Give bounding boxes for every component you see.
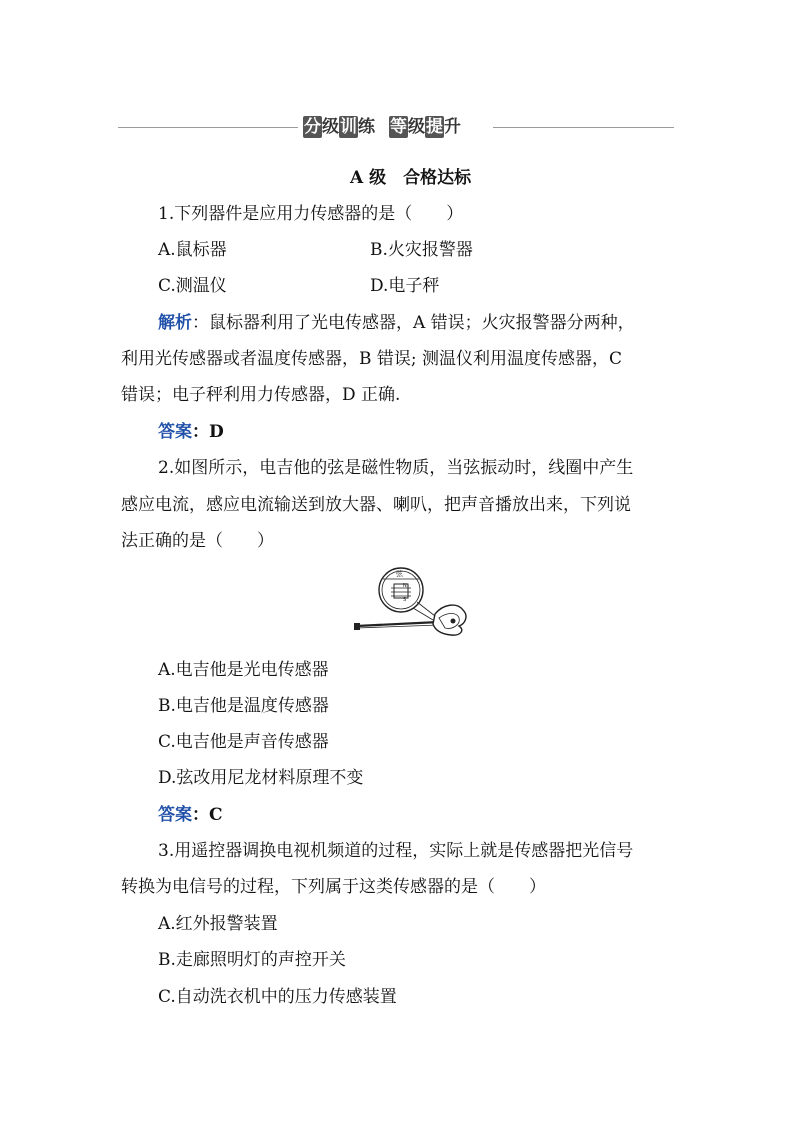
q1-analysis-line-1 [158,313,635,333]
q2-stem-line-1: 2.如图所示，电吉他的弦是磁性物质，当弦振动时，线圈中产生 [158,458,634,478]
q2-stem-line-3: 法正确的是（ ） [121,531,274,551]
header-text-3: 级 [408,117,425,137]
q2-option-b: B.电吉他是温度传感器 [158,696,329,716]
q3-stem-line-1: 3.用遥控器调换电视机频道的过程，实际上就是传感器把光信号 [158,841,634,861]
q1-option-a: A.鼠标器 [158,240,227,260]
q1-option-d: D.电子秤 [370,276,440,296]
header-text-1: 级 [322,117,339,137]
section-title: A 级 合格达标 [350,168,472,188]
q3-option-a: A.红外报警装置 [158,914,278,934]
q1-stem: 1.下列器件是应用力传感器的是（ ） [158,204,464,224]
q1-analysis-label: 解析 [158,313,192,333]
q1-answer [158,422,224,442]
header-rule-right [493,127,674,128]
q2-answer [158,805,223,825]
q2-answer-value: ：C [192,805,223,825]
q1-analysis-text-1: ：鼠标器利用了光电传感器，A 错误；火灾报警器分两种， [192,313,635,333]
q3-option-c: C.自动洗衣机中的压力传感装置 [158,987,397,1007]
header-text-2: 练 [358,117,375,137]
q2-option-d: D.弦改用尼龙材料原理不变 [158,768,364,788]
section-header [118,114,674,140]
header-box-2: 训 [340,117,357,137]
header-title [303,116,461,138]
header-rule-left [118,127,298,128]
header-box-3: 等 [390,117,407,137]
q2-option-a: A.电吉他是光电传感器 [158,660,329,680]
header-box-4: 提 [426,117,443,137]
electric-guitar-figure [353,566,473,636]
q2-stem-line-2: 感应电流，感应电流输送到放大器、喇叭，把声音播放出来，下列说 [121,495,631,515]
q3-stem-line-2: 转换为电信号的过程，下列属于这类传感器的是（ ） [121,877,546,897]
header-text-4: 升 [444,117,461,137]
figure-label-n: N [403,583,407,589]
q2-answer-label: 答案 [158,805,192,825]
figure-label-s: S [403,597,407,603]
q1-option-b: B.火灾报警器 [370,240,473,260]
q3-option-b: B.走廊照明灯的声控开关 [158,950,346,970]
q1-option-c: C.测温仪 [158,276,227,296]
q1-answer-value: ：D [192,422,224,442]
q1-answer-label: 答案 [158,422,192,442]
figure-label-string: 弦 [396,570,403,578]
q1-analysis-line-2: 利用光传感器或者温度传感器，B 错误; 测温仪利用温度传感器，C [121,349,623,369]
header-box-1: 分 [304,117,321,137]
q2-option-c: C.电吉他是声音传感器 [158,732,329,752]
q1-analysis-line-3: 错误；电子秤利用力传感器，D 正确. [121,385,401,405]
